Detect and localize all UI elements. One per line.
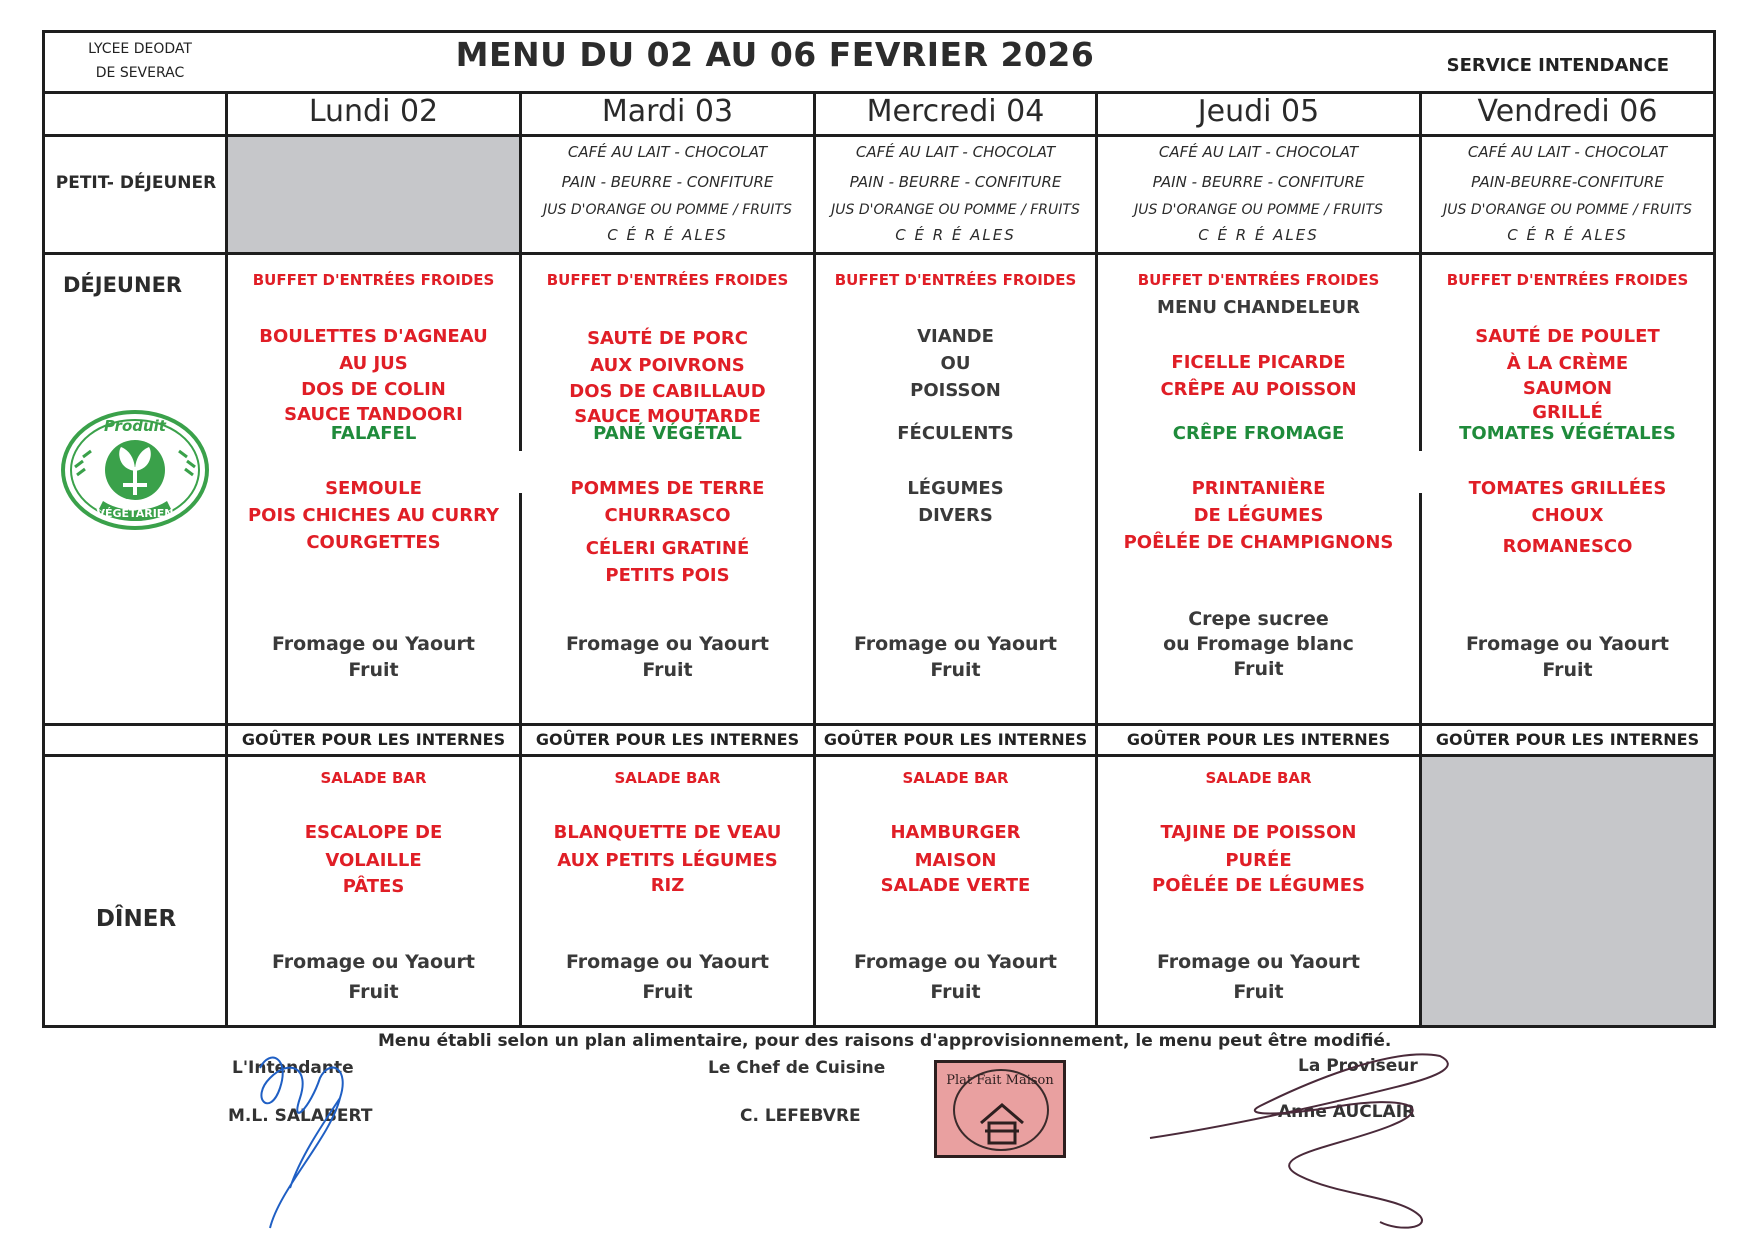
lunch-theme-jeudi: MENU CHANDELEUR: [1157, 297, 1360, 318]
lunch-main-vendredi: SAUTÉ DE POULET À LA CRÈME SAUMON GRILLÉ: [1475, 326, 1660, 423]
day-header-jeudi: Jeudi 05: [1197, 94, 1320, 129]
lunch-starter-mardi: BUFFET D'ENTRÉES FROIDES: [546, 271, 789, 289]
lunch-starter-jeudi: BUFFET D'ENTRÉES FROIDES: [1137, 271, 1380, 289]
intendante-title: L'Intendante: [232, 1058, 354, 1078]
dinner-dessert-lundi: Fromage ou Yaourt Fruit: [272, 951, 475, 1003]
badge-bottom-text: VÉGÉTARIEN: [96, 507, 174, 520]
proviseur-signature: [1140, 1046, 1480, 1236]
row-label-breakfast: PETIT- DÉJEUNER: [55, 173, 217, 193]
proviseur-title: La Proviseur: [1298, 1056, 1418, 1076]
intendante-name: M.L. SALABERT: [228, 1106, 373, 1126]
day-header-mardi: Mardi 03: [601, 94, 734, 129]
lunch-sides-mercredi: LÉGUMES DIVERS: [907, 478, 1004, 526]
house-icon: [977, 1101, 1027, 1147]
day-header-vendredi: Vendredi 06: [1477, 94, 1658, 129]
gouter-mardi: GOÛTER POUR LES INTERNES: [535, 730, 800, 749]
dinner-starter-mercredi: SALADE BAR: [902, 769, 1009, 787]
menu-table: [42, 30, 1716, 1028]
day-header-mercredi: Mercredi 04: [866, 94, 1045, 129]
lunch-starter-vendredi: BUFFET D'ENTRÉES FROIDES: [1446, 271, 1689, 289]
dinner-dessert-jeudi: Fromage ou Yaourt Fruit: [1157, 951, 1360, 1003]
homemade-stamp: [934, 1060, 1066, 1158]
lunch-veg-jeudi: CRÊPE FROMAGE: [1172, 423, 1345, 444]
no-service-block: [1422, 757, 1713, 1025]
vegetarian-badge: [59, 409, 211, 531]
lunch-starter-lundi: BUFFET D'ENTRÉES FROIDES: [252, 271, 495, 289]
lunch-veg-lundi: FALAFEL: [330, 423, 417, 444]
stamp-text: Plat Fait Maison: [946, 1073, 1054, 1088]
badge-top-text: Produit: [104, 417, 166, 435]
lunch-main-mercredi: VIANDE OU POISSON: [910, 326, 1001, 401]
row-label-dinner: DÎNER: [95, 906, 177, 932]
dinner-starter-jeudi: SALADE BAR: [1205, 769, 1312, 787]
lunch-sides-jeudi: PRINTANIÈRE DE LÉGUMES POÊLÉE DE CHAMPIGNONS: [1123, 478, 1394, 553]
intendante-signature: [240, 1038, 380, 1238]
footer-note: Menu établi selon un plan alimentaire, pour des raisons d'approvisionnement, le menu peut être modifié.: [378, 1031, 1392, 1051]
day-header-lundi: Lundi 02: [308, 94, 439, 129]
gouter-lundi: GOÛTER POUR LES INTERNES: [241, 730, 506, 749]
lunch-sides-vendredi: TOMATES GRILLÉES CHOUX ROMANESCO: [1468, 478, 1667, 557]
lunch-dessert-vendredi: Fromage ou Yaourt Fruit: [1466, 633, 1669, 681]
lunch-veg-vendredi: TOMATES VÉGÉTALES: [1459, 423, 1676, 444]
row-label-lunch: DÉJEUNER: [63, 273, 183, 297]
dinner-main-lundi: ESCALOPE DE VOLAILLE PÂTES: [304, 822, 443, 897]
lunch-dessert-jeudi: Crepe sucree ou Fromage blanc Fruit: [1163, 608, 1354, 680]
dinner-main-jeudi: TAJINE DE POISSON PURÉE POÊLÉE DE LÉGUMES: [1152, 822, 1365, 896]
lunch-sides-lundi: SEMOULE POIS CHICHES AU CURRY COURGETTES: [247, 478, 500, 553]
page-title: MENU DU 02 AU 06 FEVRIER 2026: [455, 35, 1095, 74]
lunch-dessert-lundi: Fromage ou Yaourt Fruit: [272, 633, 475, 681]
lunch-main-mardi: SAUTÉ DE PORC AUX POIVRONS DOS DE CABILLAUD SAUCE MOUTARDE: [569, 328, 766, 427]
gouter-vendredi: GOÛTER POUR LES INTERNES: [1435, 730, 1700, 749]
dinner-main-mardi: BLANQUETTE DE VEAU AUX PETITS LÉGUMES RIZ: [553, 822, 782, 896]
lunch-sides-mardi: POMMES DE TERRE CHURRASCO CÉLERI GRATINÉ PETITS POIS: [570, 478, 765, 586]
dinner-starter-mardi: SALADE BAR: [614, 769, 721, 787]
lunch-veg-mardi: PANÉ VÉGÉTAL: [593, 423, 742, 444]
no-service-block: [228, 137, 519, 252]
dinner-dessert-mardi: Fromage ou Yaourt Fruit: [566, 951, 769, 1003]
chef-name: C. LEFEBVRE: [740, 1106, 861, 1126]
breakfast-mardi: CAFÉ AU LAIT - CHOCOLAT PAIN - BEURRE - CONFITURE JUS D'ORANGE OU POMME / FRUITS C É R É ALES: [543, 143, 792, 244]
breakfast-vendredi: CAFÉ AU LAIT - CHOCOLAT PAIN-BEURRE-CONFITURE JUS D'ORANGE OU POMME / FRUITS C É R É ALES: [1443, 143, 1692, 244]
lunch-main-jeudi: FICELLE PICARDE CRÊPE AU POISSON: [1160, 352, 1357, 400]
proviseur-name: Anne AUCLAIR: [1278, 1102, 1416, 1122]
lunch-main-lundi: BOULETTES D'AGNEAU AU JUS DOS DE COLIN SAUCE TANDOORI: [259, 326, 488, 425]
school-name: LYCEE DEODAT DE SEVERAC: [88, 41, 192, 81]
lunch-dessert-mardi: Fromage ou Yaourt Fruit: [566, 633, 769, 681]
lunch-starter-mercredi: BUFFET D'ENTRÉES FROIDES: [834, 271, 1077, 289]
lunch-dessert-mercredi: Fromage ou Yaourt Fruit: [854, 633, 1057, 681]
breakfast-mercredi: CAFÉ AU LAIT - CHOCOLAT PAIN - BEURRE - CONFITURE JUS D'ORANGE OU POMME / FRUITS C É R É ALES: [831, 143, 1080, 244]
chef-title: Le Chef de Cuisine: [708, 1058, 886, 1078]
dinner-dessert-mercredi: Fromage ou Yaourt Fruit: [854, 951, 1057, 1003]
lunch-veg-mercredi: FÉCULENTS: [897, 423, 1014, 444]
gouter-mercredi: GOÛTER POUR LES INTERNES: [823, 730, 1088, 749]
dinner-starter-lundi: SALADE BAR: [320, 769, 427, 787]
dinner-main-mercredi: HAMBURGER MAISON SALADE VERTE: [880, 822, 1031, 896]
grid-line: [45, 252, 1713, 255]
service-label: SERVICE INTENDANCE: [1446, 55, 1669, 76]
breakfast-jeudi: CAFÉ AU LAIT - CHOCOLAT PAIN - BEURRE - CONFITURE JUS D'ORANGE OU POMME / FRUITS C É R É ALES: [1134, 143, 1383, 244]
gouter-jeudi: GOÛTER POUR LES INTERNES: [1126, 730, 1391, 749]
